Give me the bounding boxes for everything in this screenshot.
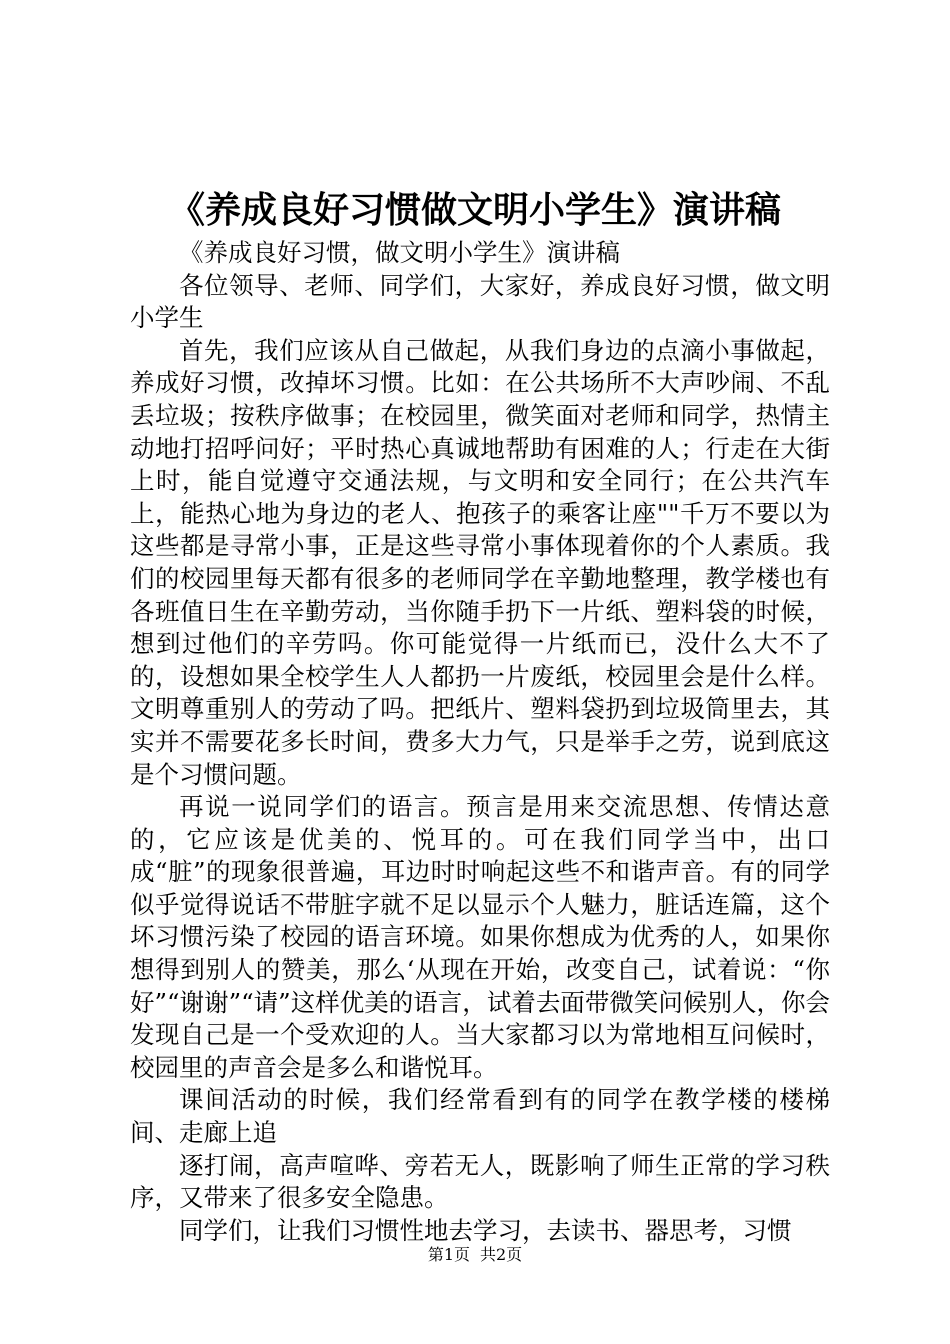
paragraph: 同学们，让我们习惯性地去学习，去读书、器思考，习惯 — [179, 1215, 792, 1245]
page-total: 共2页 — [480, 1245, 523, 1264]
page-number: 第1页 — [427, 1245, 470, 1264]
paragraph: 课间活动的时候，我们经常看到有的同学在教学楼的楼梯间、走廊上追 — [130, 1085, 830, 1148]
paragraph: 各位领导、老师、同学们，大家好，养成良好习惯，做文明小学生 — [130, 270, 830, 333]
document-body — [130, 237, 830, 1247]
paragraph: 逐打闹，高声喧哗、旁若无人，既影响了师生正常的学习秩序，又带来了很多安全隐患。 — [130, 1150, 830, 1213]
document-title: 《养成良好习惯做文明小学生》演讲稿 — [168, 189, 781, 231]
paragraph: 再说一说同学们的语言。预言是用来交流思想、传情达意的，它应该是优美的、悦耳的。可在我们同学当中，出口成“脏”的现象很普遍，耳边时时响起这些不和谐声音。有的同学似乎觉得说话不带脏字就不足以显示个人魅力，脏话连篇，这个坏习惯污染了校园的语言环境。如果你想成为优秀的人，如果你想得到别人的赞美，那么‘从现在开始，改变自己，试着说：“你好”“谢谢”“请”这样优美的语言，试着去面带微笑问候别人，你会发现自己是一个受欢迎的人。当大家都习以为常地相互问候时，校园里的声音会是多么和谐悦耳。 — [130, 792, 830, 1082]
page-footer — [0, 1245, 950, 1265]
paragraph: 首先，我们应该从自己做起，从我们身边的点滴小事做起，养成好习惯，改掉坏习惯。比如：在公共场所不大声吵闹、不乱丢垃圾；按秩序做事；在校园里，微笑面对老师和同学，热情主动地打招呼问好；平时热心真诚地帮助有困难的人；行走在大街上时，能自觉遵守交通法规，与文明和安全同行；在公共汽车上，能热心地为身边的老人、抱孩子的乘客让座""千万不要以为这些都是寻常小事，正是这些寻常小事体现着你的个人素质。我们的校园里每天都有很多的老师同学在辛勤地整理，教学楼也有各班值日生在辛勤劳动，当你随手扔下一片纸、塑料袋的时候，想到过他们的辛劳吗。你可能觉得一片纸而已，没什么大不了的，设想如果全校学生人人都扔一片废纸，校园里会是什么样。文明尊重别人的劳动了吗。把纸片、塑料袋扔到垃圾筒里去，其实并不需要花多长时间，费多大力气，只是举手之劳，说到底这是个习惯问题。 — [130, 335, 830, 789]
paragraph: 《养成良好习惯，做文明小学生》演讲稿 — [179, 238, 620, 267]
